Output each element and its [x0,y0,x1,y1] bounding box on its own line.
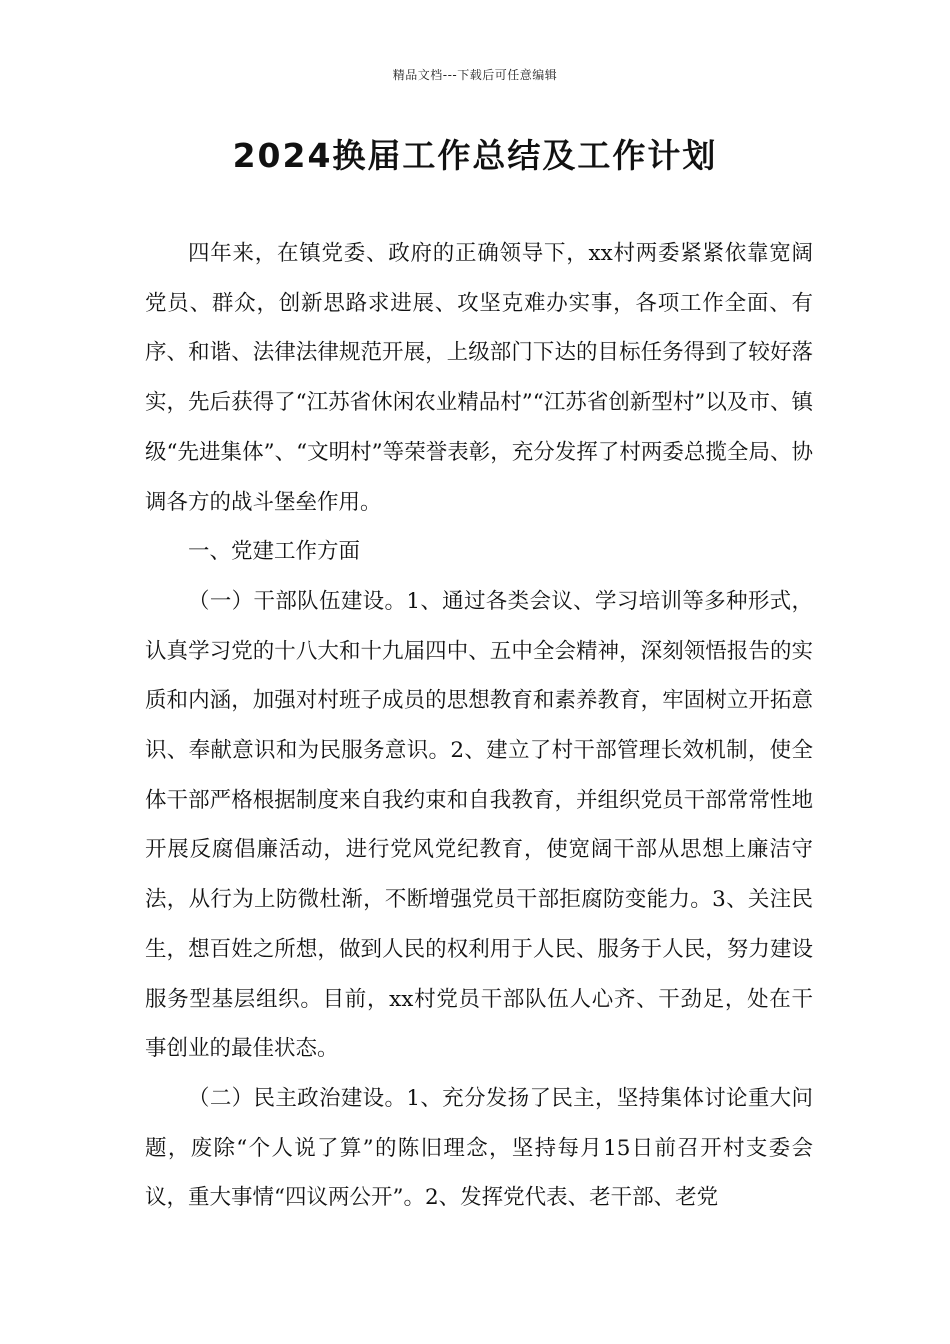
paragraph-intro: 四年来，在镇党委、政府的正确领导下，xx村两委紧紧依靠宽阔党员、群众，创新思路求进展、攻坚克难办实事，各项工作全面、有序、和谐、法律法律规范开展，上级部门下达的目标任务得到了较好落实，先后获得了“江苏省休闲农业精品村”“江苏省创新型村”以及市、镇级“先进集体”、“文明村”等荣誉表彰，充分发挥了村两委总揽全局、协调各方的战斗堡垒作用。 [145,241,813,515]
document-body [145,229,813,1223]
paragraph-cadre-team: （一）干部队伍建设。1、通过各类会议、学习培训等多种形式，认真学习党的十八大和十九届四中、五中全会精神，深刻领悟报告的实质和内涵，加强对村班子成员的思想教育和素养教育，牢固树立开拓意识、奉献意识和为民服务意识。2、建立了村干部管理长效机制，使全体干部严格根据制度来自我约束和自我教育，并组织党员干部常常性地开展反腐倡廉活动，进行党风党纪教育，使宽阔干部从思想上廉洁守法，从行为上防微杜渐，不断增强党员干部拒腐防变能力。3、关注民生，想百姓之所想，做到人民的权利用于人民、服务于人民，努力建设服务型基层组织。目前，xx村党员干部队伍人心齐、干劲足，处在干事创业的最佳状态。 [145,588,813,1062]
document-title: 2024换届工作总结及工作计划 [232,136,718,175]
header-note: 精品文档---下载后可任意编辑 [392,68,558,82]
paragraph-democratic-politics: （二）民主政治建设。1、充分发扬了民主，坚持集体讨论重大问题，废除“个人说了算”的陈旧理念，坚持每月15日前召开村支委会议，重大事情“四议两公开”。2、发挥党代表、老干部、老党 [145,1085,813,1211]
section-heading-party-building: 一、党建工作方面 [188,539,361,565]
